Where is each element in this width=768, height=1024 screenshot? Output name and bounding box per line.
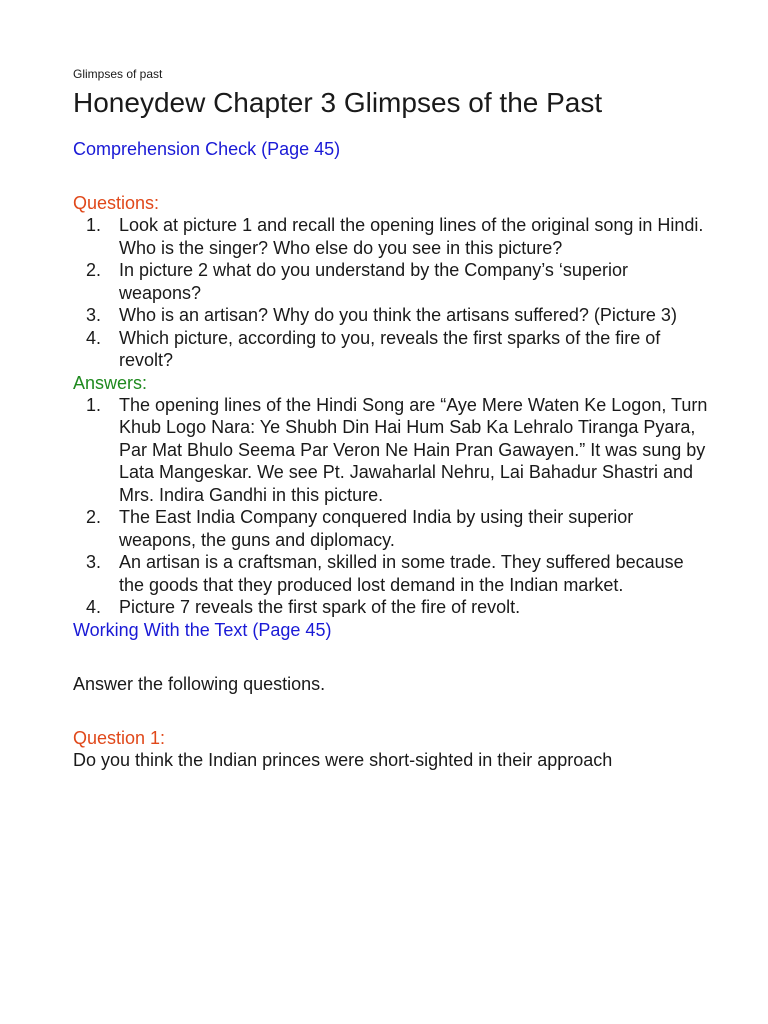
list-item — [73, 596, 713, 619]
list-item-text: The opening lines of the Hindi Song are “Aye Mere Waten Ke Logon, Turn Khub Logo Nara: Ye Shubh Din Hai Hum Sab Ka Lehralo Tiranga Pyara, Par Mat Bhulo Seema Par Veron Ne Hain Pran Gawayen.” It was sung by Lata Mangeskar. We see Pt. Jawaharlal Nehru, Lai Bahadur Shastri and Mrs. Indira Gandhi in this picture. — [119, 394, 708, 505]
list-item-text: In picture 2 what do you understand by the Company’s ‘superior weapons? — [119, 260, 628, 303]
list-item-number: 1. — [86, 215, 102, 235]
answers-label: Answers: — [73, 372, 148, 393]
list-item-text: An artisan is a craftsman, skilled in some trade. They suffered because the goods that they produced lost demand in the Indian market. — [119, 552, 684, 595]
list-item — [73, 506, 713, 551]
list-item — [73, 394, 713, 507]
list-item — [73, 259, 713, 304]
question-1-label: Question 1: — [73, 728, 166, 748]
running-header: Glimpses of past — [73, 67, 163, 81]
list-item — [73, 327, 713, 372]
document-page — [73, 66, 713, 772]
answers-list — [73, 394, 713, 619]
list-item-text: Which picture, according to you, reveals the first sparks of the fire of revolt? — [119, 327, 661, 370]
list-item — [73, 304, 713, 327]
list-item-number: 4. — [86, 597, 102, 617]
list-item — [73, 214, 713, 259]
list-item-text: The East India Company conquered India by using their superior weapons, the guns and diplomacy. — [119, 507, 634, 550]
question-1-text: Do you think the Indian princes were short-sighted in their approach — [73, 750, 613, 770]
list-item-number: 4. — [86, 327, 102, 348]
list-item-number: 3. — [86, 552, 102, 572]
list-item — [73, 551, 713, 596]
instruction-text: Answer the following questions. — [73, 673, 326, 694]
questions-label: Questions: — [73, 193, 160, 213]
list-item-number: 1. — [86, 394, 102, 415]
list-item-text: Who is an artisan? Why do you think the artisans suffered? (Picture 3) — [119, 305, 677, 325]
list-item-number: 3. — [86, 305, 102, 325]
list-item-text: Look at picture 1 and recall the opening lines of the original song in Hindi. Who is the singer? Who else do you see in this picture? — [119, 215, 704, 258]
page-title: Honeydew Chapter 3 Glimpses of the Past — [73, 87, 603, 118]
working-heading: Working With the Text (Page 45) — [73, 619, 332, 640]
list-item-text: Picture 7 reveals the first spark of the fire of revolt. — [119, 597, 521, 617]
list-item-number: 2. — [86, 260, 102, 280]
comprehension-heading: Comprehension Check (Page 45) — [73, 139, 341, 159]
list-item-number: 2. — [86, 507, 102, 527]
questions-list — [73, 214, 713, 372]
